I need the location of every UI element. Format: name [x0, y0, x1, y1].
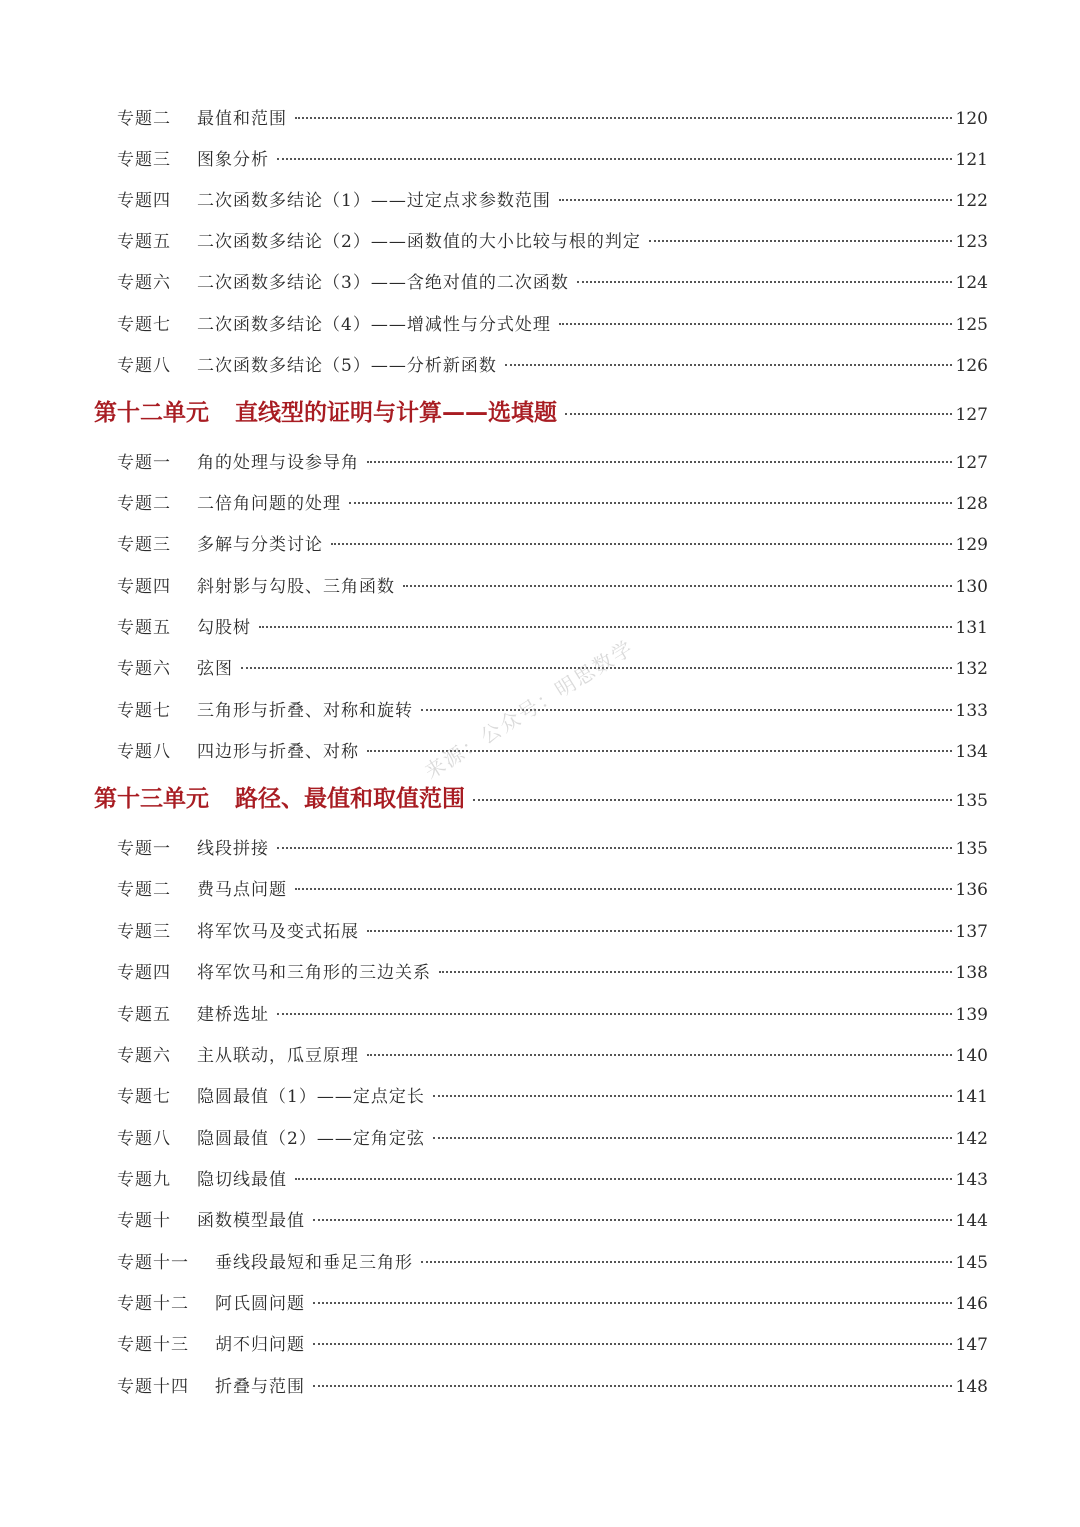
page-number: 127 — [955, 405, 988, 425]
page-number: 122 — [955, 191, 988, 211]
topic-title: 弦图 — [197, 659, 233, 679]
topic-label: 专题八 — [117, 1129, 171, 1149]
dot-leader — [259, 626, 952, 628]
page-number: 145 — [955, 1253, 988, 1273]
page-number: 143 — [955, 1170, 988, 1190]
toc-entry[interactable] — [117, 1248, 988, 1273]
dot-leader — [403, 585, 952, 587]
dot-leader — [313, 1219, 952, 1221]
page-number: 123 — [955, 232, 988, 252]
toc-entry[interactable] — [117, 1206, 988, 1231]
toc-entry[interactable] — [117, 351, 988, 376]
page-number: 131 — [955, 618, 988, 638]
topic-title: 函数模型最值 — [197, 1211, 305, 1231]
unit-heading-12[interactable] — [94, 394, 988, 427]
toc-entry[interactable] — [117, 1000, 988, 1025]
page-number: 126 — [955, 356, 988, 376]
toc-entry[interactable] — [117, 489, 988, 514]
topic-title: 二次函数多结论（4）——增减性与分式处理 — [197, 315, 551, 335]
topic-label: 专题七 — [117, 1087, 171, 1107]
page-number: 146 — [955, 1294, 988, 1314]
topic-title: 胡不归问题 — [215, 1335, 305, 1355]
topic-title: 二次函数多结论（5）——分析新函数 — [197, 356, 497, 376]
dot-leader — [277, 158, 952, 160]
dot-leader — [559, 199, 952, 201]
dot-leader — [421, 1261, 952, 1263]
topic-title: 费马点问题 — [197, 880, 287, 900]
topic-title: 阿氏圆问题 — [215, 1294, 305, 1314]
unit-label: 第十二单元 — [94, 400, 209, 426]
toc-entry[interactable] — [117, 1124, 988, 1149]
dot-leader — [313, 1343, 952, 1345]
toc-entry[interactable] — [117, 227, 988, 252]
topic-label: 专题十三 — [117, 1335, 189, 1355]
topic-title: 折叠与范围 — [215, 1377, 305, 1397]
dot-leader — [313, 1302, 952, 1304]
topic-label: 专题八 — [117, 356, 171, 376]
topic-title: 二倍角问题的处理 — [197, 494, 341, 514]
topic-title: 四边形与折叠、对称 — [197, 742, 359, 762]
dot-leader — [313, 1385, 952, 1387]
topic-title: 二次函数多结论（1）——过定点求参数范围 — [197, 191, 551, 211]
unit-title: 直线型的证明与计算——选填题 — [235, 400, 557, 426]
topic-label: 专题十四 — [117, 1377, 189, 1397]
toc-entry[interactable] — [117, 104, 988, 129]
topic-label: 专题六 — [117, 273, 171, 293]
dot-leader — [439, 971, 952, 973]
topic-label: 专题二 — [117, 880, 171, 900]
page-number: 135 — [955, 839, 988, 859]
topic-title: 将军饮马及变式拓展 — [197, 922, 359, 942]
topic-label: 专题三 — [117, 922, 171, 942]
toc-entry[interactable] — [117, 530, 988, 555]
dot-leader — [367, 930, 952, 932]
topic-label: 专题四 — [117, 191, 171, 211]
page-number: 148 — [955, 1377, 988, 1397]
topic-label: 专题二 — [117, 109, 171, 129]
page-number: 133 — [955, 701, 988, 721]
dot-leader — [505, 364, 952, 366]
topic-title: 角的处理与设参导角 — [197, 453, 359, 473]
topic-label: 专题四 — [117, 963, 171, 983]
toc-entry[interactable] — [117, 1289, 988, 1314]
page-number: 141 — [955, 1087, 988, 1107]
topic-label: 专题一 — [117, 453, 171, 473]
page-number: 140 — [955, 1046, 988, 1066]
topic-title: 将军饮马和三角形的三边关系 — [197, 963, 431, 983]
toc-entry[interactable] — [117, 875, 988, 900]
topic-label: 专题九 — [117, 1170, 171, 1190]
page-number: 132 — [955, 659, 988, 679]
topic-title: 三角形与折叠、对称和旋转 — [197, 701, 413, 721]
topic-title: 隐切线最值 — [197, 1170, 287, 1190]
page-number: 139 — [955, 1005, 988, 1025]
page-number: 138 — [955, 963, 988, 983]
page-number: 124 — [955, 273, 988, 293]
page-number: 142 — [955, 1129, 988, 1149]
dot-leader — [649, 240, 952, 242]
dot-leader — [565, 413, 952, 415]
topic-title: 主从联动，瓜豆原理 — [197, 1046, 359, 1066]
page-number: 125 — [955, 315, 988, 335]
dot-leader — [295, 888, 952, 890]
topic-label: 专题四 — [117, 577, 171, 597]
topic-label: 专题十一 — [117, 1253, 189, 1273]
topic-label: 专题三 — [117, 535, 171, 555]
toc-entry[interactable] — [117, 310, 988, 335]
dot-leader — [277, 1013, 952, 1015]
unit-label: 第十三单元 — [94, 786, 209, 812]
topic-title: 隐圆最值（2）——定角定弦 — [197, 1129, 425, 1149]
topic-title: 斜射影与勾股、三角函数 — [197, 577, 395, 597]
topic-title: 图象分析 — [197, 150, 269, 170]
topic-title: 多解与分类讨论 — [197, 535, 323, 555]
page-number: 137 — [955, 922, 988, 942]
toc-entry[interactable] — [117, 448, 988, 473]
topic-title: 二次函数多结论（3）——含绝对值的二次函数 — [197, 273, 569, 293]
toc-entry[interactable] — [117, 1330, 988, 1355]
toc-entry[interactable] — [117, 1372, 988, 1397]
topic-title: 线段拼接 — [197, 839, 269, 859]
toc-entry[interactable] — [117, 834, 988, 859]
topic-label: 专题七 — [117, 315, 171, 335]
watermark: 来源：公众号：明思数学 — [420, 635, 639, 784]
topic-title: 垂线段最短和垂足三角形 — [215, 1253, 413, 1273]
topic-label: 专题三 — [117, 150, 171, 170]
topic-label: 专题十 — [117, 1211, 171, 1231]
dot-leader — [295, 1178, 952, 1180]
dot-leader — [367, 1054, 952, 1056]
dot-leader — [433, 1137, 952, 1139]
toc-entry[interactable] — [117, 1082, 988, 1107]
toc-entry[interactable] — [117, 572, 988, 597]
toc-entry[interactable] — [117, 186, 988, 211]
toc-entry[interactable] — [117, 1041, 988, 1066]
topic-label: 专题二 — [117, 494, 171, 514]
unit-title: 路径、最值和取值范围 — [235, 786, 465, 812]
toc-entry[interactable] — [117, 958, 988, 983]
page-number: 121 — [955, 150, 988, 170]
topic-label: 专题八 — [117, 742, 171, 762]
dot-leader — [559, 323, 952, 325]
dot-leader — [473, 799, 952, 801]
topic-label: 专题十二 — [117, 1294, 189, 1314]
toc-entry[interactable] — [117, 1165, 988, 1190]
topic-label: 专题六 — [117, 659, 171, 679]
topic-title: 建桥选址 — [197, 1005, 269, 1025]
dot-leader — [367, 461, 952, 463]
dot-leader — [577, 281, 952, 283]
page-number: 129 — [955, 535, 988, 555]
page-number: 135 — [955, 791, 988, 811]
dot-leader — [295, 117, 952, 119]
page-number: 128 — [955, 494, 988, 514]
topic-title: 勾股树 — [197, 618, 251, 638]
dot-leader — [277, 847, 952, 849]
toc-entry[interactable] — [117, 268, 988, 293]
page-number: 134 — [955, 742, 988, 762]
toc-entry[interactable] — [117, 917, 988, 942]
topic-label: 专题五 — [117, 1005, 171, 1025]
topic-label: 专题七 — [117, 701, 171, 721]
dot-leader — [349, 502, 952, 504]
topic-title: 最值和范围 — [197, 109, 287, 129]
toc-entry[interactable] — [117, 613, 988, 638]
page-number: 127 — [955, 453, 988, 473]
dot-leader — [433, 1095, 952, 1097]
toc-entry[interactable] — [117, 145, 988, 170]
topic-title: 二次函数多结论（2）——函数值的大小比较与根的判定 — [197, 232, 641, 252]
topic-label: 专题一 — [117, 839, 171, 859]
page-number: 130 — [955, 577, 988, 597]
toc-entry[interactable] — [117, 737, 988, 762]
topic-label: 专题六 — [117, 1046, 171, 1066]
page-number: 136 — [955, 880, 988, 900]
dot-leader — [331, 543, 952, 545]
page-number: 147 — [955, 1335, 988, 1355]
topic-label: 专题五 — [117, 232, 171, 252]
page-number: 120 — [955, 109, 988, 129]
unit-heading-13[interactable] — [94, 780, 988, 813]
topic-title: 隐圆最值（1）——定点定长 — [197, 1087, 425, 1107]
page-number: 144 — [955, 1211, 988, 1231]
topic-label: 专题五 — [117, 618, 171, 638]
